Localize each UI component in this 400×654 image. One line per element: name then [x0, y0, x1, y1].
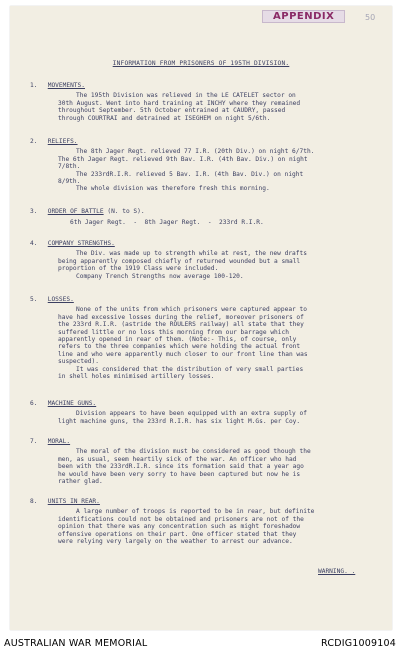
- text-line: 8/9th.: [58, 178, 81, 186]
- text-line: were relying very largely on the weather to arrest our advance.: [58, 538, 293, 546]
- footer-archive-name: AUSTRALIAN WAR MEMORIAL: [4, 638, 148, 649]
- section-number: 1.: [30, 82, 38, 89]
- text-line: The 195th Division was relieved in the LE CATELET sector on: [76, 92, 296, 100]
- section-number: 2.: [30, 138, 38, 145]
- text-line: being apparently composed chiefly of returned wounded but a small: [58, 257, 301, 265]
- text-line: through COURTRAI and detrained at ISEGHEM on night 5/6th.: [58, 114, 271, 122]
- text-line: The 233rdR.I.R. relieved 5 Bav. I.R. (4th Bav. Div.) on night: [76, 170, 304, 178]
- text-line: suffered little or no loss this morning from our barrage which: [58, 328, 289, 336]
- section-title: MORAL.: [47, 438, 71, 445]
- signoff: WARNING. .: [318, 568, 356, 575]
- text-line: 7/8th.: [58, 163, 81, 171]
- section-units-in-rear: [30, 498, 375, 545]
- text-line: suspected).: [58, 358, 99, 366]
- text-line: Division appears to have been equipped with an extra supply of: [76, 410, 307, 418]
- text-line: The 8th Jager Regt. relieved 77 I.R. (20th Div.) on night 6/7th.: [76, 148, 315, 156]
- section-number: 3.: [30, 208, 38, 215]
- text-line: apparently opened in rear of them. (Note:- This, of course, only: [58, 336, 297, 344]
- text-line: A large number of troops is reported to be in rear, but definite: [76, 508, 315, 516]
- section-number: 8.: [30, 498, 38, 505]
- section-number: 6.: [30, 400, 38, 407]
- text-line: None of the units from which prisoners were captured appear to: [76, 306, 307, 314]
- section-title: MOVEMENTS.: [47, 82, 85, 89]
- text-line: been with the 233rdR.I.R. since its formation said that a year ago: [58, 463, 304, 471]
- text-line: light machine guns, the 233rd R.I.R. has six light M.Gs. per Coy.: [58, 417, 301, 425]
- section-reliefs: [30, 138, 375, 193]
- section-company-strengths: [30, 240, 375, 280]
- text-line: proportion of the 1919 Class were included.: [58, 265, 219, 273]
- text-line: The whole division was therefore fresh this morning.: [76, 185, 270, 193]
- section-title: COMPANY STRENGTHS.: [47, 240, 115, 247]
- text-line: line and who were apparently much closer to our front line than was: [58, 350, 308, 358]
- text-line: It was considered that the distribution of very small parties: [76, 365, 304, 373]
- text-line: identifications could not be obtained and prisoners are not of the: [58, 515, 304, 523]
- text-line: men, as usual, seem heartily sick of the war. An officer who had: [58, 455, 297, 463]
- section-machine-guns: [30, 400, 375, 425]
- footer-record-id: RCDIG1009104: [321, 638, 396, 649]
- section-movements: [30, 82, 375, 122]
- section-title: MACHINE GUNS.: [47, 400, 97, 407]
- text-line: The 6th Jager Regt. relieved 9th Bav. I.R. (4th Bav. Div.) on night: [58, 155, 308, 163]
- document-title: INFORMATION FROM PRISONERS OF 195TH DIVISION.: [112, 60, 290, 67]
- section-number: 5.: [30, 296, 38, 303]
- appendix-stamp: APPENDIX: [262, 10, 345, 23]
- section-title: LOSSES.: [47, 296, 74, 303]
- text-line: offensive operations on their part. One officer stated that they: [58, 530, 297, 538]
- section-title: RELIEFS.: [47, 138, 78, 145]
- section-number: 7.: [30, 438, 38, 445]
- text-line: Company Trench Strengths now average 100-120.: [76, 272, 244, 280]
- text-line: rather glad.: [58, 478, 103, 486]
- text-line: the 233rd R.I.R. (astride the ROULERS railway) all state that they: [58, 321, 304, 329]
- section-title: UNITS IN REAR.: [47, 498, 100, 505]
- section-title: ORDER OF BATTLE: [47, 208, 104, 215]
- text-line: The Div. was made up to strength while at rest, the new drafts: [76, 250, 307, 258]
- document-sheet: [10, 6, 392, 630]
- section-title-suffix: (N. to S).: [107, 208, 145, 215]
- text-line: 30th August. Went into hard training at INCHY where they remained: [58, 99, 301, 107]
- text-line: opinion that there was any concentration such as might foreshadow: [58, 523, 301, 531]
- section-number: 4.: [30, 240, 38, 247]
- section-losses: [30, 296, 375, 380]
- text-line: throughout September. 5th October entrained at CAUDRY, passed: [58, 107, 286, 115]
- text-line: have had excessive losses during the relief, moreover prisoners of: [58, 313, 304, 321]
- page-number: 50: [365, 13, 376, 22]
- section-order-of-battle: [30, 208, 375, 227]
- text-line: refers to the three companies which were holding the actual front: [58, 343, 301, 351]
- text-line: he would have been very sorry to have been captured but now he is: [58, 470, 301, 478]
- section-moral: [30, 438, 375, 485]
- battle-line: 6th Jager Regt. - 8th Jager Regt. - 233rd R.I.R.: [70, 219, 264, 227]
- text-line: in shell holes minimised artillery losses.: [58, 373, 215, 381]
- text-line: The moral of the division must be considered as good though the: [76, 448, 311, 456]
